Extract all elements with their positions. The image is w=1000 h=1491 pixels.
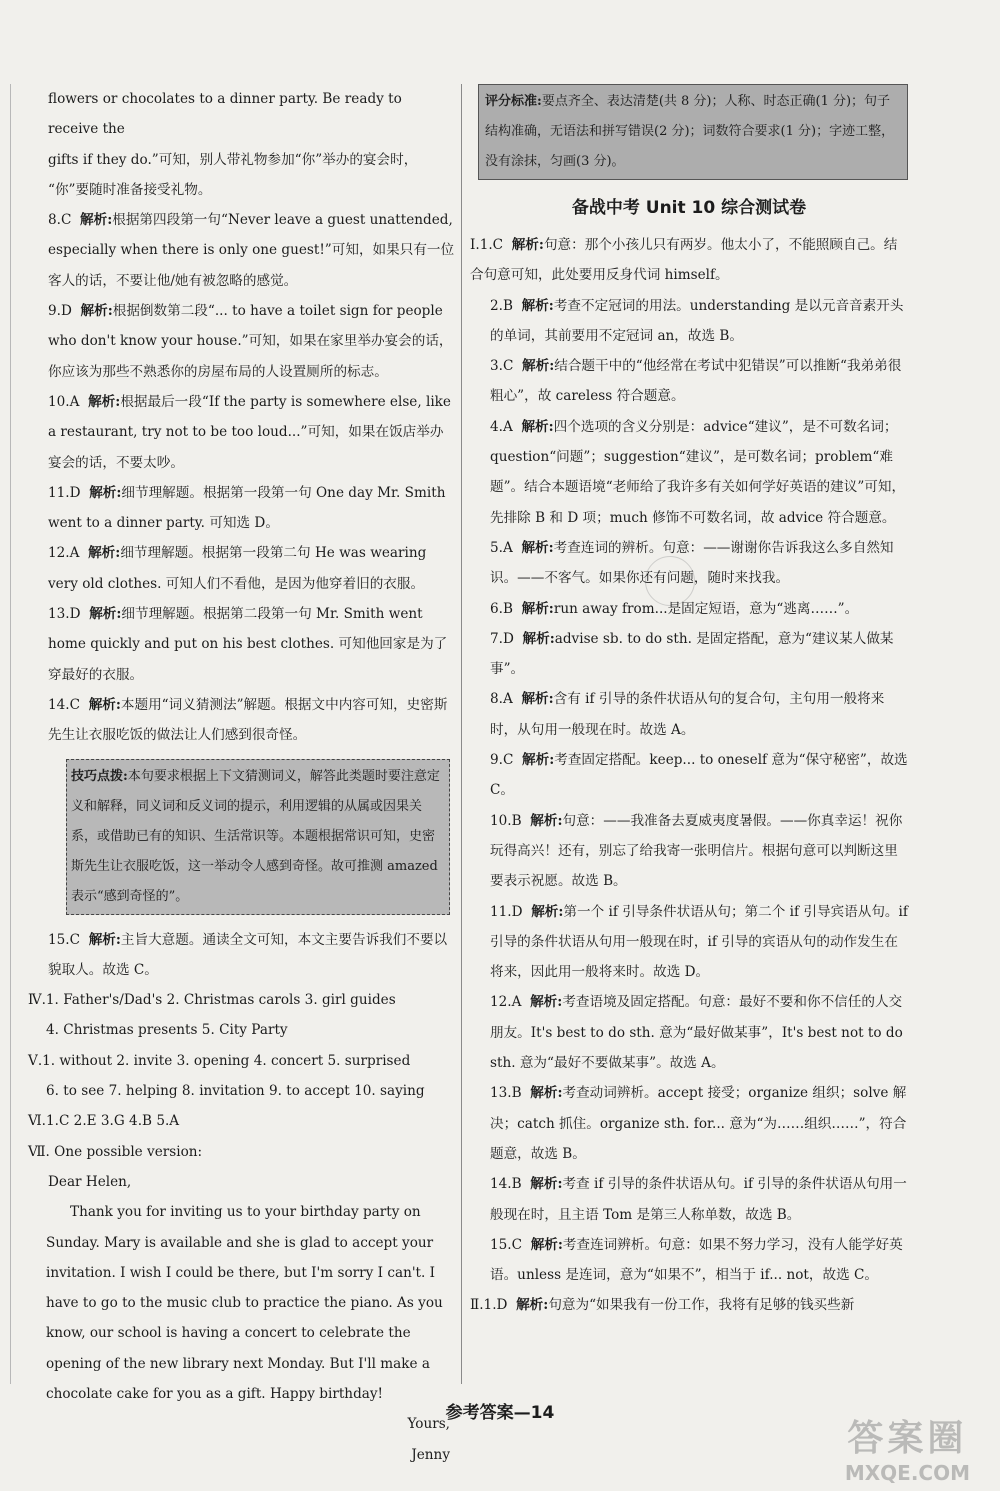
answer-item: 15.C 解析:主旨大意题。通读全文可知，本文主要告诉我们不要以貌取人。故选 C。 <box>48 931 448 978</box>
answer-item: 12.A 解析:考查语境及固定搭配。句意：最好不要和你不信任的人交朋友。It's best to do sth. 意为“最好做某事”，It's best not to do sth. 意为“最好不要做某事”。故选 A。 <box>490 994 903 1072</box>
section-vii: Ⅶ. One possible version: <box>28 1143 203 1160</box>
answer-item: 7.D 解析:advise sb. to do sth. 是固定搭配，意为“建议某人做某事”。 <box>490 630 894 678</box>
answer-item: 15.C 解析:考查连词辨析。句意：如果不努力学习，没有人能学好英语。unless 是连词，意为“如果不”，相当于 if... not，故选 C。 <box>490 1236 903 1284</box>
page-footer: 参考答案—14 <box>445 1403 555 1423</box>
column-divider <box>461 84 462 1384</box>
section-iv: Ⅳ.1. Father's/Dad's 2. Christmas carols 3. girl guides 4. Christmas presents 5. City Party <box>28 992 396 1039</box>
q7-continuation: flowers or chocolates to a dinner party. Be ready to receive the gifts if they do.”可知，别人带礼物参加“你”举办的宴会时， “你”要随时准备接受礼物。 <box>48 91 418 198</box>
answer-item: 14.B 解析:考查 if 引导的条件状语从句。if 引导的条件状语从句用一般现在时，且主语 Tom 是第三人称单数，故选 B。 <box>490 1176 907 1223</box>
answer-item: 10.A 解析:根据最后一段“If the party is somewhere else, like a restaurant, try not to be too loud...”可知，如果在饭店举办宴会的话，不要太吵。 <box>48 393 451 471</box>
letter-signature: Jenny <box>411 1446 450 1463</box>
letter-greeting: Dear Helen, <box>48 1173 132 1190</box>
binding-margin-line <box>10 84 11 1384</box>
answer-item: Ⅰ.1.C 解析:句意：那个小孩儿只有两岁。他太小了，不能照顾自己。结合句意可知，此处要用反身代词 himself。 <box>470 237 898 284</box>
answer-item: 14.C 解析:本题用“词义猜测法”解题。根据文中内容可知，史密斯先生让衣服吃饭的做法让人们感到很奇怪。 <box>48 696 448 744</box>
answer-item: 2.B 解析:考查不定冠词的用法。understanding 是以元音音素开头的单词，其前要用不定冠词 an，故选 B。 <box>490 297 904 344</box>
watermark-sub: MXQE.COM <box>844 1461 970 1485</box>
answer-item: 5.A 解析:考查连词的辨析。句意：——谢谢你告诉我这么多自然知识。——不客气。如果你还有问题，随时来找我。 <box>490 539 894 587</box>
criteria-label: 评分标准: <box>485 94 542 109</box>
answer-item: 8.A 解析:含有 if 引导的条件状语从句的复合句，主句用一般将来时，从句用一般现在时。故选 A。 <box>490 691 885 738</box>
letter-closing: Yours, <box>407 1416 450 1433</box>
watermark-main: 答案圈 <box>847 1418 968 1459</box>
unit-title: 备战中考 Unit 10 综合测试卷 <box>571 198 807 218</box>
answer-item: 4.A 解析:四个选项的含义分别是：advice“建议”，是不可数名词；question“问题”；suggestion“建议”，是可数名词；problem“难题”。结合本题语境“老师给了我许多有关如何学好英语的建议”可知，先排除 B 和 D 项；much 修饰不可数名词，故 advice 符合题意。 <box>490 418 906 526</box>
section-vi: Ⅵ.1.C 2.E 3.G 4.B 5.A <box>28 1113 180 1130</box>
answer-item: 13.B 解析:考查动词辨析。accept 接受；organize 组织；solve 解决；catch 抓住。organize sth. for... 意为“为……组织……”，符合题意，故选 B。 <box>490 1085 907 1162</box>
answer-item: 9.C 解析:考查固定搭配。keep... to oneself 意为“保守秘密”，故选 C。 <box>490 752 908 799</box>
answer-item: 9.D 解析:根据倒数第二段“... to have a toilet sign for people who don't know your house.”可知，如果在家里举办宴会的话，你应该为那些不熟悉你的房屋布局的人设置厕所的标志。 <box>48 303 453 380</box>
answer-item: 6.B 解析:run away from...是固定短语，意为“逃离……”。 <box>490 600 859 617</box>
answer-item: Ⅱ.1.D 解析:句意为“如果我有一份工作，我将有足够的钱买些新 <box>470 1297 855 1314</box>
tip-text: 本句要求根据上下文猜测词义，解答此类题时要注意定义和解释，同义词和反义词的提示，利用逻辑的从属或因果关系，或借助已有的知识、生活常识等。本题根据常识可知，史密斯先生让衣服吃饭，这一举动令人感到奇怪。故可推测 amazed 表示“感到奇怪的”。 <box>71 768 440 904</box>
tip-label: 技巧点拨: <box>71 768 128 784</box>
tip-box <box>66 759 450 915</box>
answer-item: 8.C 解析:根据第四段第一句“Never leave a guest unattended, especially when there is only one guest!”可知，如果只有一位客人的话，不要让他/她有被忽略的感觉。 <box>48 212 455 289</box>
site-watermark <box>845 1410 970 1485</box>
scoring-criteria-box <box>478 84 908 180</box>
answer-item: 11.D 解析:细节理解题。根据第一段第一句 One day Mr. Smith went to a dinner party. 可知选 D。 <box>48 484 446 532</box>
answer-item: 13.D 解析:细节理解题。根据第二段第一句 Mr. Smith went home quickly and put on his best clothes. 可知他回家是为了穿最好的衣服。 <box>48 606 448 683</box>
left-column <box>28 84 456 1470</box>
section-v: Ⅴ.1. without 2. invite 3. opening 4. concert 5. surprised 6. to see 7. helping 8. invitation 9. to accept 10. saying <box>28 1052 425 1100</box>
answer-item: 11.D 解析:第一个 if 引导条件状语从句；第二个 if 引导宾语从句。if 引导的条件状语从句用一般现在时，if 引导的宾语从句的动作发生在将来，因此用一般将来时。故选 D。 <box>490 903 908 981</box>
answer-item: 10.B 解析:句意：——我准备去夏威夷度暑假。——你真幸运！祝你玩得高兴！还有，别忘了给我寄一张明信片。根据句意可以判断这里要表示祝愿。故选 B。 <box>490 812 903 890</box>
criteria-text: 要点齐全、表达清楚(共 8 分)；人称、时态正确(1 分)；句子结构准确，无语法和拼写错误(2 分)；词数符合要求(1 分)；字迹工整，没有涂抹，匀画(3 分)。 <box>485 94 895 169</box>
answer-item: 3.C 解析:结合题干中的“他经常在考试中犯错误”可以推断“我弟弟很粗心”，故 careless 符合题意。 <box>490 358 902 405</box>
letter-body: Thank you for inviting us to your birthday party on Sunday. Mary is available and she is glad to accept your invitation. I wish I could be there, but I'm sorry I can't. I have to go to the music club to practice the piano. As you know, our school is having a concert to celebrate the opening of the new library next Monday. But I'll make a chocolate cake for you as a gift. Happy birthday! <box>46 1204 443 1402</box>
right-column <box>470 84 908 1321</box>
answer-item: 12.A 解析:细节理解题。根据第一段第二句 He was wearing very old clothes. 可知人们不看他，是因为他穿着旧的衣服。 <box>48 545 427 592</box>
